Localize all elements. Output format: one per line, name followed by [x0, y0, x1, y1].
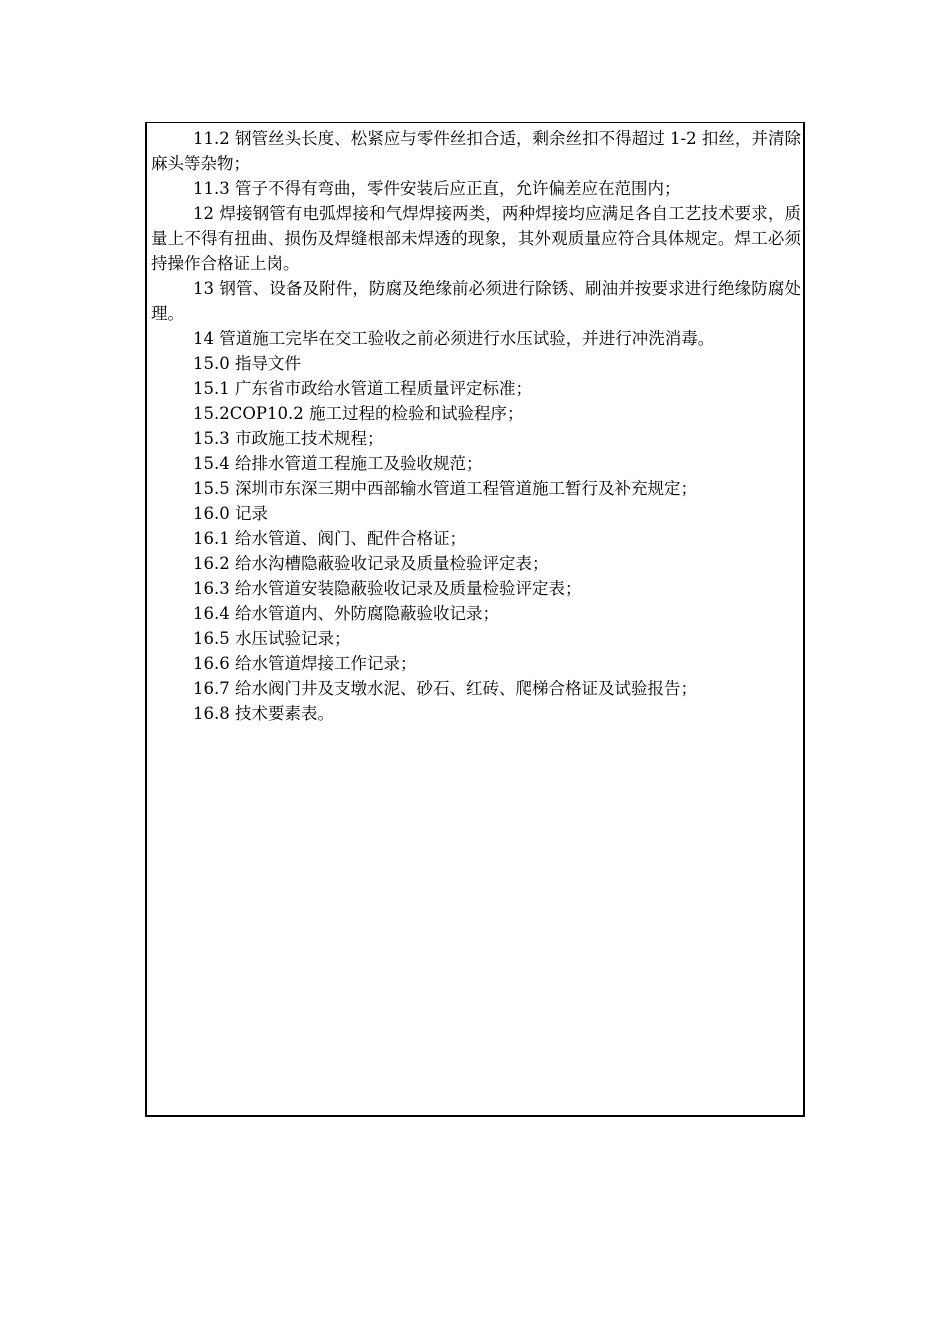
paragraph-16-7: 16.7 给水阀门井及支墩水泥、砂石、红砖、爬梯合格证及试验报告； [193, 679, 697, 698]
section-heading-16: 16.0 记录 [193, 504, 268, 523]
paragraph-16-2: 16.2 给水沟槽隐蔽验收记录及质量检验评定表； [193, 554, 549, 573]
paragraph-15-5: 15.5 深圳市东深三期中西部输水管道工程管道施工暂行及补充规定； [193, 479, 697, 498]
paragraph-16-8: 16.8 技术要素表。 [193, 704, 334, 723]
paragraph-11-2: 11.2 钢管丝头长度、松紧应与零件丝扣合适，剩余丝扣不得超过 1-2 扣丝，并清除麻头等杂物； [151, 129, 801, 173]
paragraph-13: 13 钢管、设备及附件，防腐及绝缘前必须进行除锈、刷油并按要求进行绝缘防腐处理。 [151, 279, 801, 323]
paragraph-16-1: 16.1 给水管道、阀门、配件合格证； [193, 529, 466, 548]
paragraph-16-4: 16.4 给水管道内、外防腐隐蔽验收记录； [193, 604, 499, 623]
section-heading-15: 15.0 指导文件 [193, 354, 301, 373]
paragraph-16-3: 16.3 给水管道安装隐蔽验收记录及质量检验评定表； [193, 579, 582, 598]
paragraph-14: 14 管道施工完毕在交工验收之前必须进行水压试验，并进行冲洗消毒。 [193, 329, 715, 348]
paragraph-15-4: 15.4 给排水管道工程施工及验收规范； [193, 454, 483, 473]
paragraph-16-6: 16.6 给水管道焊接工作记录； [193, 654, 417, 673]
paragraph-16-5: 16.5 水压试验记录； [193, 629, 351, 648]
paragraph-11-3: 11.3 管子不得有弯曲，零件安装后应正直，允许偏差应在范围内； [193, 179, 681, 198]
paragraph-12: 12 焊接钢管有电弧焊接和气焊焊接两类，两种焊接均应满足各自工艺技术要求，质量上不得有扭曲、损伤及焊缝根部未焊透的现象，其外观质量应符合具体规定。焊工必须持操作合格证上岗。 [151, 204, 801, 273]
paragraph-15-1: 15.1 广东省市政给水管道工程质量评定标准； [193, 379, 532, 398]
paragraph-15-2: 15.2COP10.2 施工过程的检验和试验程序； [193, 404, 524, 423]
paragraph-15-3: 15.3 市政施工技术规程； [193, 429, 384, 448]
document-frame [145, 122, 805, 1117]
document-body [151, 126, 801, 726]
